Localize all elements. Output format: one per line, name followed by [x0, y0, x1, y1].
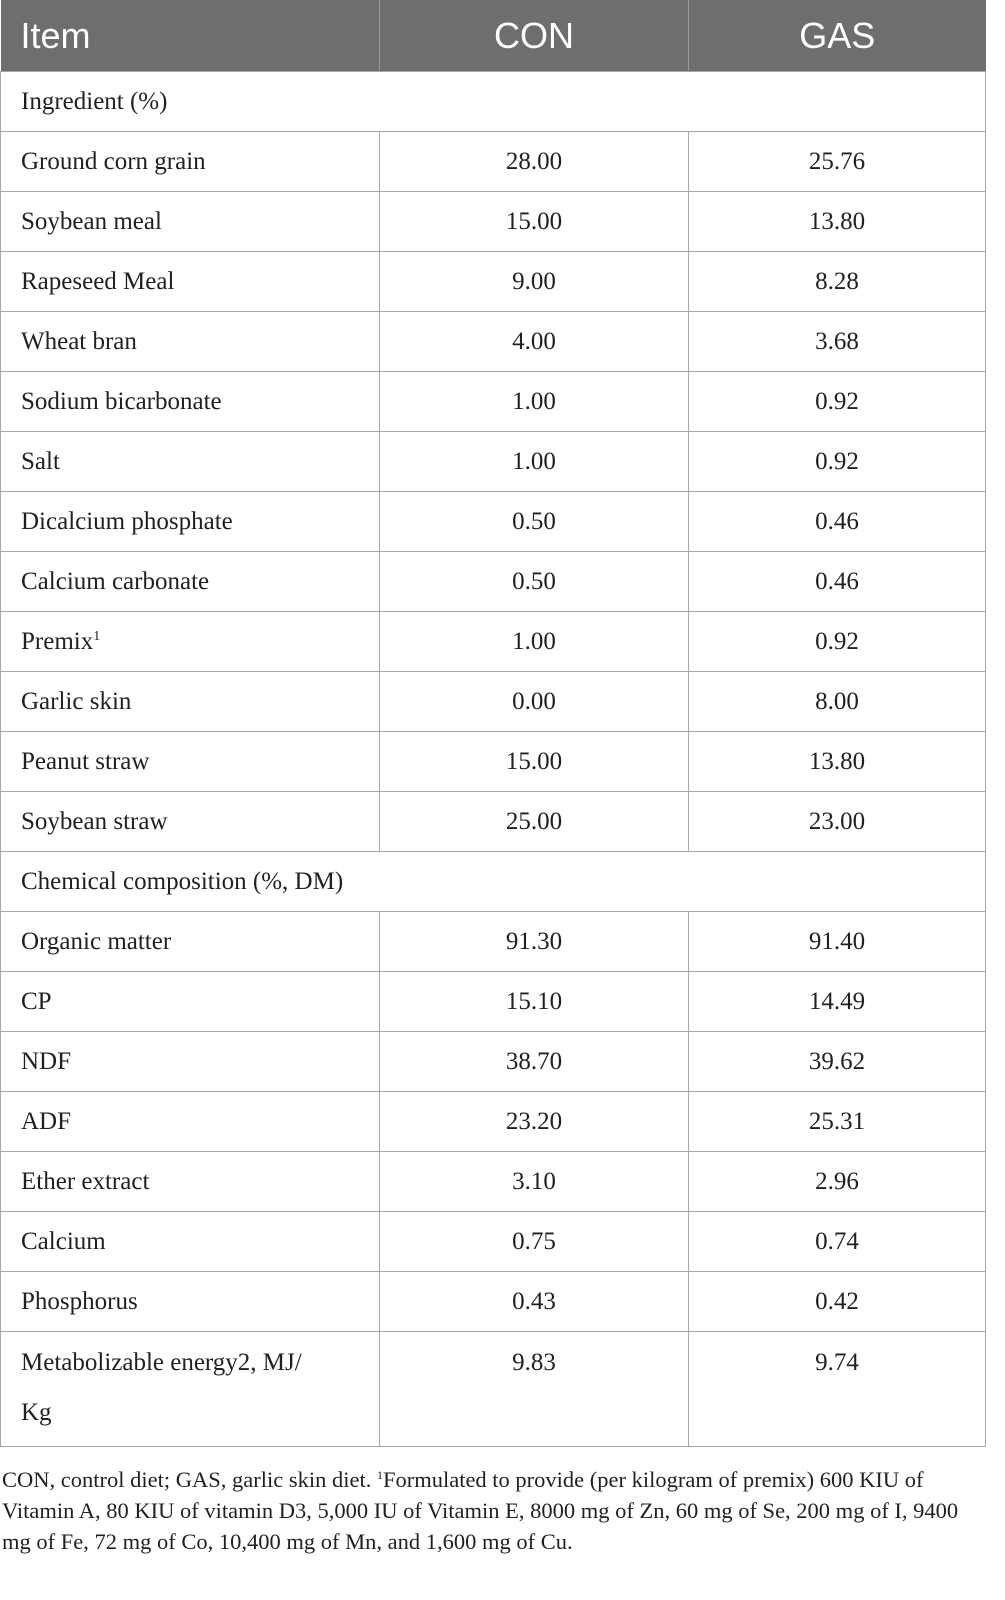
gas-value: 8.00 — [689, 672, 986, 732]
con-value: 1.00 — [380, 432, 689, 492]
gas-value: 3.68 — [689, 312, 986, 372]
gas-value: 25.76 — [689, 132, 986, 192]
table-row — [1, 252, 986, 312]
table-row — [1, 132, 986, 192]
item-cell — [1, 372, 380, 432]
gas-value: 25.31 — [689, 1092, 986, 1152]
con-value: 25.00 — [380, 792, 689, 852]
con-value: 38.70 — [380, 1032, 689, 1092]
table-row — [1, 1092, 986, 1152]
table-row — [1, 552, 986, 612]
item-name: Sodium bicarbonate — [21, 387, 222, 415]
item-superscript: 1 — [93, 628, 101, 644]
table-row — [1, 1272, 986, 1332]
table-row — [1, 432, 986, 492]
item-cell — [1, 1032, 380, 1092]
item-cell — [1, 552, 380, 612]
gas-value: 14.49 — [689, 972, 986, 1032]
table-row — [1, 1212, 986, 1272]
item-name: Garlic skin — [21, 687, 132, 715]
item-name: Organic matter — [21, 927, 172, 955]
item-cell — [1, 792, 380, 852]
item-cell — [1, 732, 380, 792]
con-value: 91.30 — [380, 912, 689, 972]
table-row — [1, 1152, 986, 1212]
section-title: Chemical composition (%, DM) — [1, 852, 986, 912]
header-con: CON — [380, 0, 689, 72]
item-name: Metabolizable energy2, MJ/ — [21, 1349, 302, 1376]
item-cell — [1, 972, 380, 1032]
gas-value: 0.92 — [689, 612, 986, 672]
item-name: Peanut straw — [21, 747, 150, 775]
con-value: 9.00 — [380, 252, 689, 312]
con-value: 1.00 — [380, 612, 689, 672]
item-name: Salt — [21, 447, 60, 475]
item-cell — [1, 1152, 380, 1212]
table-row — [1, 1332, 986, 1447]
item-name-line2: Kg — [21, 1399, 52, 1426]
table-row — [1, 612, 986, 672]
item-cell — [1, 492, 380, 552]
con-value: 15.00 — [380, 732, 689, 792]
gas-value: 91.40 — [689, 912, 986, 972]
item-name: Wheat bran — [21, 327, 137, 355]
gas-value: 13.80 — [689, 192, 986, 252]
con-value: 23.20 — [380, 1092, 689, 1152]
table-row — [1, 912, 986, 972]
table-header-row — [1, 0, 986, 72]
gas-value: 0.46 — [689, 492, 986, 552]
item-cell — [1, 252, 380, 312]
con-value: 3.10 — [380, 1152, 689, 1212]
con-value: 15.10 — [380, 972, 689, 1032]
item-name: Calcium carbonate — [21, 567, 210, 595]
con-value: 0.75 — [380, 1212, 689, 1272]
footnote-prefix: CON, control diet; GAS, garlic skin diet. — [2, 1467, 377, 1492]
con-value: 15.00 — [380, 192, 689, 252]
gas-value: 0.46 — [689, 552, 986, 612]
item-name: ADF — [21, 1107, 72, 1135]
table-row — [1, 312, 986, 372]
gas-value: 0.92 — [689, 432, 986, 492]
item-cell — [1, 432, 380, 492]
item-cell — [1, 1332, 380, 1447]
header-gas: GAS — [689, 0, 986, 72]
table-row — [1, 672, 986, 732]
item-name: CP — [21, 987, 52, 1015]
section-row — [1, 852, 986, 912]
item-name: NDF — [21, 1047, 72, 1075]
item-cell — [1, 912, 380, 972]
item-name: Phosphorus — [21, 1287, 138, 1315]
con-value: 0.43 — [380, 1272, 689, 1332]
table-body — [1, 72, 986, 1447]
item-name: Ether extract — [21, 1167, 150, 1195]
gas-value: 2.96 — [689, 1152, 986, 1212]
item-name: Premix — [21, 627, 94, 655]
con-value: 9.83 — [380, 1332, 689, 1447]
item-cell — [1, 1212, 380, 1272]
gas-value: 9.74 — [689, 1332, 986, 1447]
gas-value: 8.28 — [689, 252, 986, 312]
table-row — [1, 492, 986, 552]
footnote-superscript: 1 — [376, 1468, 383, 1482]
con-value: 0.00 — [380, 672, 689, 732]
item-cell — [1, 312, 380, 372]
table-row — [1, 792, 986, 852]
item-cell — [1, 132, 380, 192]
table-row — [1, 1032, 986, 1092]
item-cell — [1, 672, 380, 732]
table-row — [1, 192, 986, 252]
table-footnote — [2, 1460, 985, 1557]
item-name: Dicalcium phosphate — [21, 507, 233, 535]
gas-value: 0.74 — [689, 1212, 986, 1272]
gas-value: 23.00 — [689, 792, 986, 852]
gas-value: 13.80 — [689, 732, 986, 792]
table-row — [1, 372, 986, 432]
section-row — [1, 72, 986, 132]
table-row — [1, 732, 986, 792]
gas-value: 0.42 — [689, 1272, 986, 1332]
gas-value: 0.92 — [689, 372, 986, 432]
con-value: 0.50 — [380, 552, 689, 612]
item-name: Soybean straw — [21, 807, 168, 835]
section-title: Ingredient (%) — [1, 72, 986, 132]
gas-value: 39.62 — [689, 1032, 986, 1092]
con-value: 28.00 — [380, 132, 689, 192]
item-name: Soybean meal — [21, 207, 162, 235]
con-value: 0.50 — [380, 492, 689, 552]
item-name: Ground corn grain — [21, 147, 206, 175]
item-cell — [1, 612, 380, 672]
footnote-text: Formulated to provide (per kilogram of premix) 600 KIU of Vitamin A, 80 KIU of vitamin D3, 5,000 IU of Vitamin E, 8000 mg of Zn, 60 mg of Se, 200 mg of I, 9400 mg of Fe, 72 mg of Co, 10,400 mg of Mn, and 1,600 mg of Cu. — [2, 1467, 959, 1554]
con-value: 1.00 — [380, 372, 689, 432]
header-item: Item — [1, 0, 380, 72]
con-value: 4.00 — [380, 312, 689, 372]
item-cell — [1, 1272, 380, 1332]
item-name: Calcium — [21, 1227, 106, 1255]
table-row — [1, 972, 986, 1032]
item-cell — [1, 1092, 380, 1152]
item-cell — [1, 192, 380, 252]
item-name: Rapeseed Meal — [21, 267, 175, 295]
